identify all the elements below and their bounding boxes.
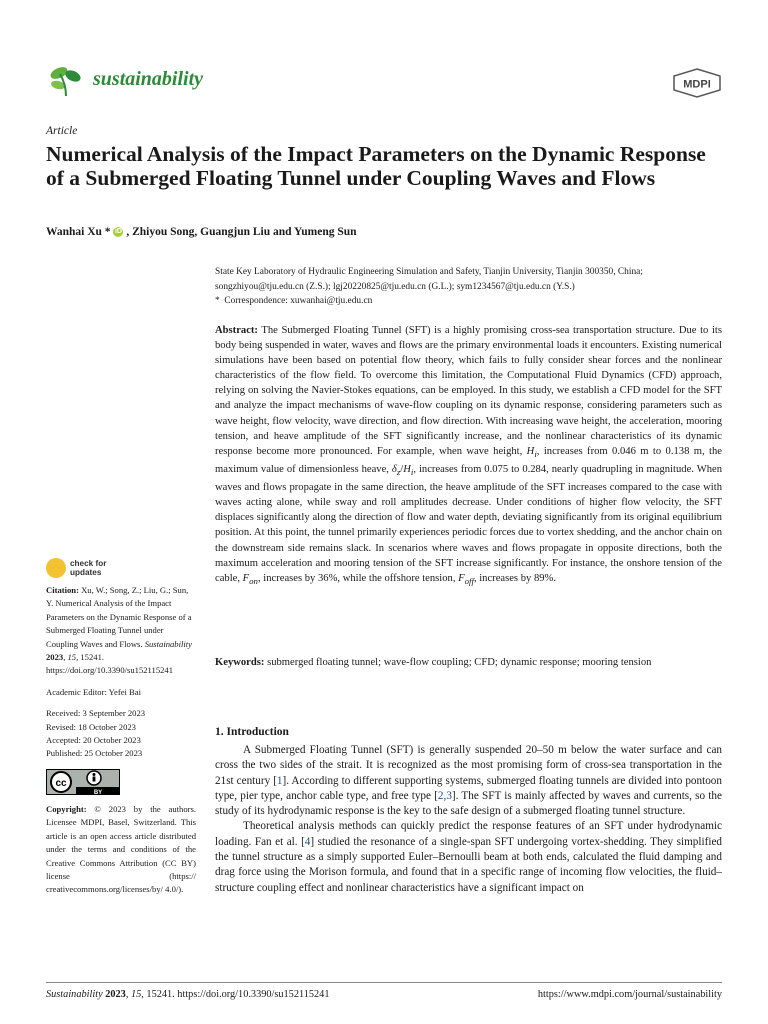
date-published: Published: 25 October 2023 [46,748,143,759]
ref-link-4[interactable]: 4 [304,835,311,848]
leaf-logo-icon [46,62,86,98]
intro-text: A Submerged Floating Tunnel (SFT) is generally suspended 20–50 m below the water surface and can cross the two sides of the strait. It is recognized as the most promising form of cross-sea transportation in the 21st century [ [215,744,722,787]
citation-label: Citation: [46,585,79,595]
abstract-text-3: , increases from 0.075 to 0.284, nearly quadrupling in magnitude. When waves and flows propagate in the same direction, the heave amplitude of the SFT increases compared to the case with waves acting alone, while sway and roll amplitudes decrease. Under conditions of higher flow velocity, the SFT displaces significantly along the direction of flow and water depth, deviating significantly from its original equilibrium position. At this point, the tunnel primarily experiences periodic forces due to vortex shedding, and the anchor chain on the downstream side remains slack. In scenarios where waves and flows propagate in opposite directions, both the maximum acceleration and mooring tension of the SFT increase significantly. For instance, the onshore tension of the cable, [215,463,722,584]
correspondence-email[interactable]: Correspondence: xuwanhai@tju.edu.cn [224,296,373,306]
intro-text: ] studied the resonance of a single-span SFT undergoing vortex-shedding. They simplified the tunnel structure as a simply supported Euler–Bernoulli beam at both ends, calculated the fluid damping and drag force using the Morison formula, and found that in a specific range of incoming flow velocities, the fluid–structure coupling effect and nonlinear characteristics have a significant impact on [215,835,722,894]
citation-volume: , 15 [63,652,77,663]
cc-by-label: BY [93,789,103,795]
abstract-text-5: , increases by 89%. [473,572,557,584]
author-list [46,226,726,238]
citation-doi[interactable]: , 15241. https://doi.org/10.3390/su152115241 [46,652,174,676]
footer-citation [46,989,329,1000]
abstract-text-2: , increases from 0.046 m to 0.138 m, the maximum value of dimensionless heave, [215,445,722,475]
citation-year: 2023 [46,652,64,663]
date-accepted: Accepted: 20 October 2023 [46,735,141,746]
author-others: , Zhiyou Song, Guangjun Liu and Yumeng Sun [126,226,357,238]
intro-text: Theoretical analysis methods can quickly predict the response features of an SFT under hydrodynamic loading. Fan et al. [ [215,820,722,848]
ref-link-2-3[interactable]: 2,3 [437,789,452,802]
mdpi-logo-text: MDPI [683,78,711,91]
copyright [46,803,196,897]
symbol-h: H [526,445,535,457]
affiliation-block [215,265,725,309]
intro-paragraph-2 [215,819,722,895]
author-corresponding: Wanhai Xu * [46,226,111,238]
journal-header [46,62,722,100]
introduction-body [215,743,722,896]
section-heading-introduction: 1. Introduction [215,726,289,738]
article-type: Article [46,125,78,137]
check-updates-line-2: updates [70,568,102,577]
date-received: Received: 3 September 2023 [46,708,146,719]
footer-journal: Sustainability [46,989,103,1000]
footer-year: 2023 [102,989,126,1000]
copyright-label: Copyright: [46,803,87,814]
date-revised: Revised: 18 October 2023 [46,721,136,732]
academic-editor: Academic Editor: Yefei Bai [46,686,141,697]
subscript-z: z [396,467,401,478]
check-updates-line-1: check for [70,559,107,568]
intro-text: ]. According to different supporting systems, submerged floating tunnels are divided into pontoon type, pier type, anchor cable type, and free type [ [215,774,722,802]
symbol-delta: δ [391,463,397,475]
sidebar [46,558,196,897]
subscript-i-2: i [410,467,414,478]
ref-link-1[interactable]: 1 [276,774,283,787]
footer-doi[interactable]: , 15241. https://doi.org/10.3390/su152115241 [141,989,330,1000]
cc-label: cc [55,777,67,789]
paper-title: Numerical Analysis of the Impact Parameters on the Dynamic Response of a Submerged Floating Tunnel under Coupling Waves and Flows [46,142,706,190]
keywords-text: submerged floating tunnel; wave-flow coupling; CFD; dynamic response; mooring tension [264,657,652,668]
subscript-off: off [464,575,474,586]
cc-by-license-icon[interactable] [46,769,120,795]
intro-paragraph-1 [215,743,722,819]
footer-journal-url[interactable]: https://www.mdpi.com/journal/sustainability [537,989,722,1000]
footer-divider [46,982,722,983]
keywords [215,655,722,670]
mdpi-logo[interactable] [672,68,722,98]
correspondence-star: * [215,296,220,306]
subscript-on: on [249,575,258,586]
citation-journal: Sustainability [144,638,192,649]
abstract-label: Abstract: [215,325,258,336]
subscript-i: i [534,448,537,459]
keywords-label: Keywords: [215,657,265,668]
author-emails: songzhiyou@tju.edu.cn (Z.S.); lgj20220825@tju.edu.cn (G.L.); sym1234567@tju.edu.cn (Y.S.) [215,281,575,292]
check-updates-icon [46,558,66,578]
abstract-text-4: , increases by 36%, while the offshore tension, [257,572,459,584]
symbol-h-2: H [403,463,411,475]
citation-text: Xu, W.; Song, Z.; Liu, G.; Sun, Y. Numerical Analysis of the Impact Parameters on the Dynamic Response of a Submerged Floating Tunnel under Coupling Waves and Flows. [46,585,192,649]
orcid-icon[interactable]: iD [114,228,122,236]
intro-text: ]. The SFT is mainly affected by waves and currents, so the study of its hydrodynamic response is the key to the safe design of a submerged floating tunnel structure. [215,789,722,818]
symbol-slash: / [400,463,404,475]
check-updates-label [70,559,106,577]
abstract [215,323,722,589]
check-for-updates-button[interactable] [46,558,196,578]
citation [46,584,196,678]
affiliation-line: State Key Laboratory of Hydraulic Engineering Simulation and Safety, Tianjin University, Tianjin 300350, China; [215,267,643,277]
journal-name[interactable]: sustainability [93,68,204,90]
symbol-f-off: F [458,572,465,584]
copyright-text: © 2023 by the authors. Licensee MDPI, Basel, Switzerland. This article is an open access article distributed under the terms and conditions of the Creative Commons Attribution (CC BY) license (https:// creativecommons.org/licenses/by/ 4.0/). [46,803,196,895]
correspondence [215,294,725,309]
abstract-text-1: The Submerged Floating Tunnel (SFT) is a highly promising cross-sea transportation structure. Due to its body being suspended in water, waves and flows are the primary environmental loads it encounters. Existing numerical simulations have been based on potential flow theory, which fails to fully consider shear forces and the nonlinear characteristics of the flow field. To overcome this limitation, the Computational Fluid Dynamics (CFD) approach, relying on solving the Navier-Stokes equations, can be employed. In this study, we establish a CFD model for the SFT and analyze the impact mechanisms of wave-flow coupling on its dynamic response, considering parameters such as wave height, flow velocity, wave direction, and flow direction. With increasing wave height, the acceleration, mooring tension, and heave amplitude of the SFT significantly increase, and the nonlinear characteristics of its dynamic response become more pronounced. For example, when wave height, [215,325,722,457]
footer-volume: , 15 [125,989,142,1000]
symbol-f-on: F [242,572,250,584]
